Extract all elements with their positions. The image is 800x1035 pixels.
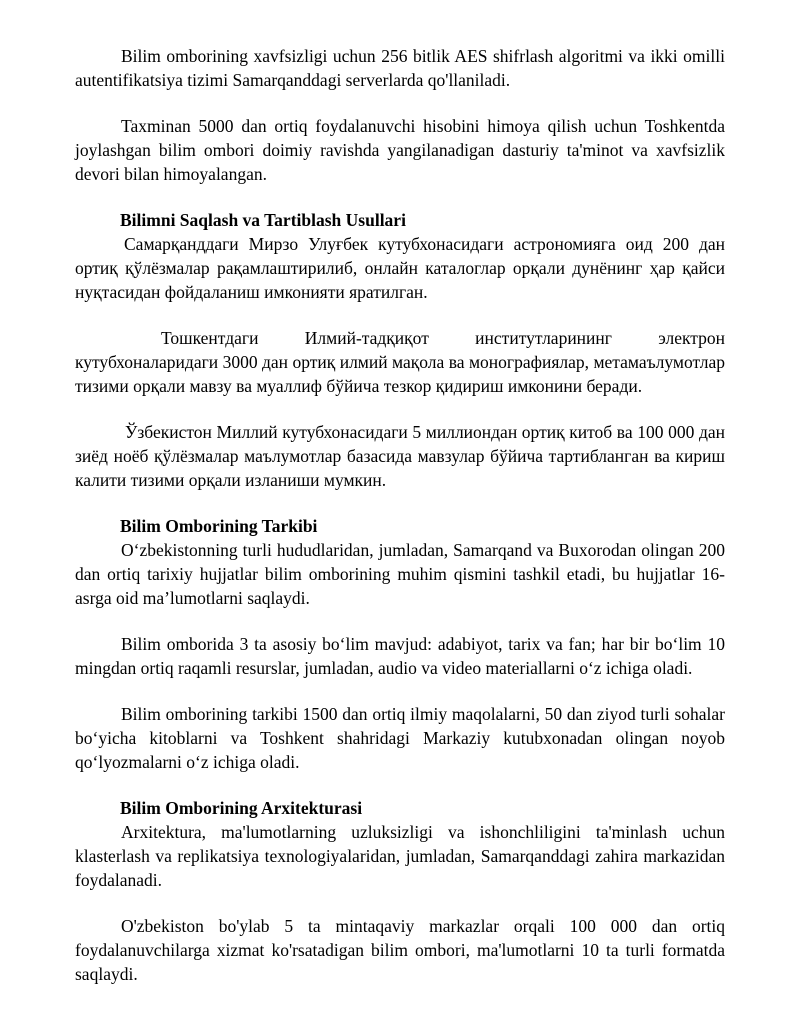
heading-composition: Bilim Omborining Tarkibi xyxy=(120,516,318,536)
paragraph-storage-samarkand: Самарқанддаги Мирзо Улуғбек кутубхонасидаги астрономияга оид 200 дан ортиқ қўлёзмалар рақамлаштирилиб, онлайн каталоглар орқали дунёнинг ҳар қайси нуқтасидан фойдаланиш имконияти яратилган. xyxy=(75,234,725,302)
paragraph-storage-national-library: Ўзбекистон Миллий кутубхонасидаги 5 миллиондан ортиқ китоб ва 100 000 дан зиёд ноёб қўлёзмалар маълумотлар базасида мавзулар бўйича тартибланган ва кириш калити тизими орқали изланиши мумкин. xyxy=(75,422,725,490)
paragraph-architecture-regional-centers: O'zbekiston bo'ylab 5 ta mintaqaviy markazlar orqali 100 000 dan ortiq foydalanuvchilarga xizmat ko'rsatadigan bilim ombori, ma'lumotlarni 10 ta turli formatda saqlaydi. xyxy=(75,916,725,984)
paragraph-composition-articles: Bilim omborining tarkibi 1500 dan ortiq ilmiy maqolalarni, 50 dan ziyod turli sohalar bo‘yicha kitoblarni va Toshkent shahridagi Markaziy kutubxonadan olingan noyob qo‘lyozmalarni o‘z ichiga oladi. xyxy=(75,704,725,772)
paragraph-architecture-clustering: Arxitektura, ma'lumotlarning uzluksizligi va ishonchliligini ta'minlash uchun klasterlash va replikatsiya texnologiyalaridan, jumladan, Samarqanddagi zahira markazidan foydalanadi. xyxy=(75,822,725,890)
heading-storage-methods: Bilimni Saqlash va Tartiblash Usullari xyxy=(120,210,406,230)
paragraph-composition-documents: O‘zbekistonning turli hududlaridan, jumladan, Samarqand va Buxorodan olingan 200 dan ortiq tarixiy hujjatlar bilim omborining muhim qismini tashkil etadi, bu hujjatlar 16-asrga oid ma’lumotlarni saqlaydi. xyxy=(75,540,725,608)
heading-architecture: Bilim Omborining Arxitekturasi xyxy=(120,798,363,818)
paragraph-composition-sections: Bilim omborida 3 ta asosiy bo‘lim mavjud: adabiyot, tarix va fan; har bir bo‘lim 10 mingdan ortiq raqamli resurslar, jumladan, audio va video materiallarni o‘z ichiga oladi. xyxy=(75,634,725,678)
paragraph-storage-tashkent: Тошкентдаги Илмий-тадқиқот институтларининг электрон кутубхоналаридаги 3000 дан ортиқ илмий мақола ва монографиялар, метамаълумотлар тизими орқали мавзу ва муаллиф бўйича тезкор қидириш имконини беради. xyxy=(75,328,725,396)
paragraph-intro-protection: Taxminan 5000 dan ortiq foydalanuvchi hisobini himoya qilish uchun Toshkentda joylashgan bilim ombori doimiy ravishda yangilanadigan dasturiy ta'minot va xavfsizlik devori bilan himoyalangan. xyxy=(75,116,725,184)
document-page xyxy=(75,44,725,986)
paragraph-intro-security: Bilim omborining xavfsizligi uchun 256 bitlik AES shifrlash algoritmi va ikki omilli autentifikatsiya tizimi Samarqanddagi serverlarda qo'llaniladi. xyxy=(75,46,725,90)
